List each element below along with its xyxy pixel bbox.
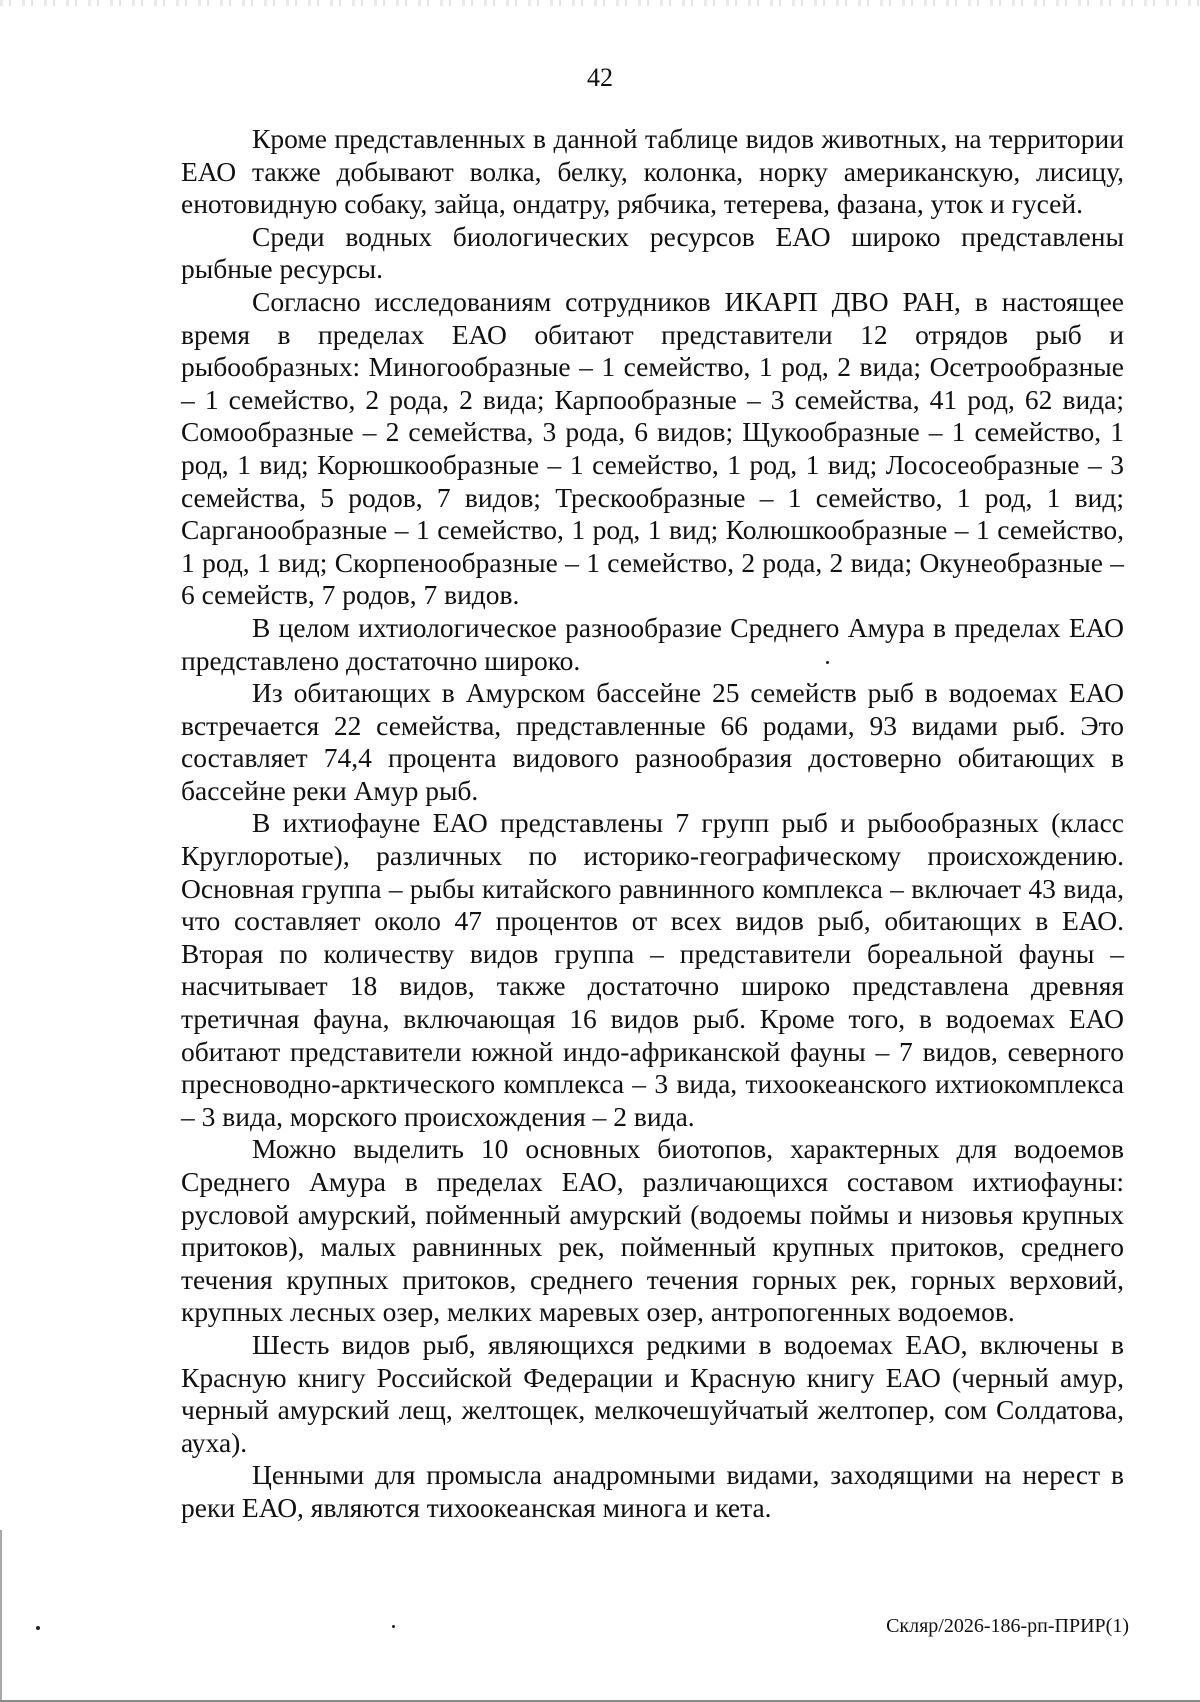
scan-artifact-top bbox=[0, 0, 1200, 6]
page-number: 42 bbox=[587, 63, 613, 92]
paragraph: В целом ихтиологическое разнообразие Среднего Амура в пределах ЕАО представлено достаточно широко. bbox=[181, 611, 1124, 676]
paragraph: Шесть видов рыб, являющихся редкими в водоемах ЕАО, включены в Красную книгу Российской Федерации и Красную книгу ЕАО (черный амур, черный амурский лещ, желтощек, мелкочешуйчатый желтопер, сом Солдатова, ауха). bbox=[181, 1328, 1124, 1458]
scan-speck bbox=[826, 661, 829, 664]
scan-speck bbox=[392, 1625, 395, 1628]
paragraph: Можно выделить 10 основных биотопов, характерных для водоемов Среднего Амура в пределах ЕАО, различающихся составом ихтиофауны: русловой амурский, пойменный амурский (водоемы поймы и низовья крупных притоков), малых равнинных рек, пойменный крупных притоков, среднего течения крупных притоков, среднего течения горных рек, горных верховий, крупных лесных озер, мелких маревых озер, антропогенных водоемов. bbox=[181, 1133, 1124, 1328]
paragraph: Кроме представленных в данной таблице видов животных, на территории ЕАО также добывают волка, белку, колонка, норку американскую, лисицу, енотовидную собаку, зайца, ондатру, рябчика, тетерева, фазана, уток и гусей. bbox=[181, 123, 1124, 220]
paragraph: В ихтиофауне ЕАО представлены 7 групп рыб и рыбообразных (класс Круглоротые), различных по историко-географическому происхождению. Основная группа – рыбы китайского равнинного комплекса – включает 43 вида, что составляет около 47 процентов от всех видов рыб, обитающих в ЕАО. Вторая по количеству видов группа – представители бореальной фауны – насчитывает 18 видов, также достаточно широко представлена древняя третичная фауна, включающая 16 видов рыб. Кроме того, в водоемах ЕАО обитают представители южной индо-африканской фауны – 7 видов, северного пресноводно-арктического комплекса – 3 вида, тихоокеанского ихтиокомплекса – 3 вида, морского происхождения – 2 вида. bbox=[181, 807, 1124, 1132]
paragraph: Ценными для промысла анадромными видами, заходящими на нерест в реки ЕАО, являются тихоокеанская минога и кета. bbox=[181, 1459, 1124, 1523]
scan-speck bbox=[36, 1626, 40, 1630]
document-code: Скляр/2026-186-рп-ПРИР(1) bbox=[886, 1615, 1129, 1637]
scan-artifact-left bbox=[0, 1530, 2, 1702]
paragraph: Согласно исследованиям сотрудников ИКАРП ДВО РАН, в настоящее время в пределах ЕАО обитают представители 12 отрядов рыб и рыбообразных: Миногообразные – 1 семейство, 1 род, 2 вида; Осетрообразные – 1 семейство, 2 рода, 2 вида; Карпообразные – 3 семейства, 41 род, 62 вида; Сомообразные – 2 семейства, 3 рода, 6 видов; Щукообразные – 1 семейство, 1 род, 1 вид; Корюшкообразные – 1 семейство, 1 род, 1 вид; Лососеобразные – 3 семейства, 5 родов, 7 видов; Трескообразные – 1 семейство, 1 род, 1 вид; Сарганообразные – 1 семейство, 1 род, 1 вид; Колюшкообразные – 1 семейство, 1 род, 1 вид; Скорпенообразные – 1 семейство, 2 рода, 2 вида; Окунеобразные – 6 семейств, 7 родов, 7 видов. bbox=[181, 285, 1124, 611]
paragraph: Из обитающих в Амурском бассейне 25 семейств рыб в водоемах ЕАО встречается 22 семейства, представленные 66 родами, 93 видами рыб. Это составляет 74,4 процента видового разнообразия достоверно обитающих в бассейне реки Амур рыб. bbox=[181, 677, 1124, 806]
paragraph: Среди водных биологических ресурсов ЕАО широко представлены рыбные ресурсы. bbox=[181, 220, 1124, 285]
body-text bbox=[181, 123, 1124, 1525]
